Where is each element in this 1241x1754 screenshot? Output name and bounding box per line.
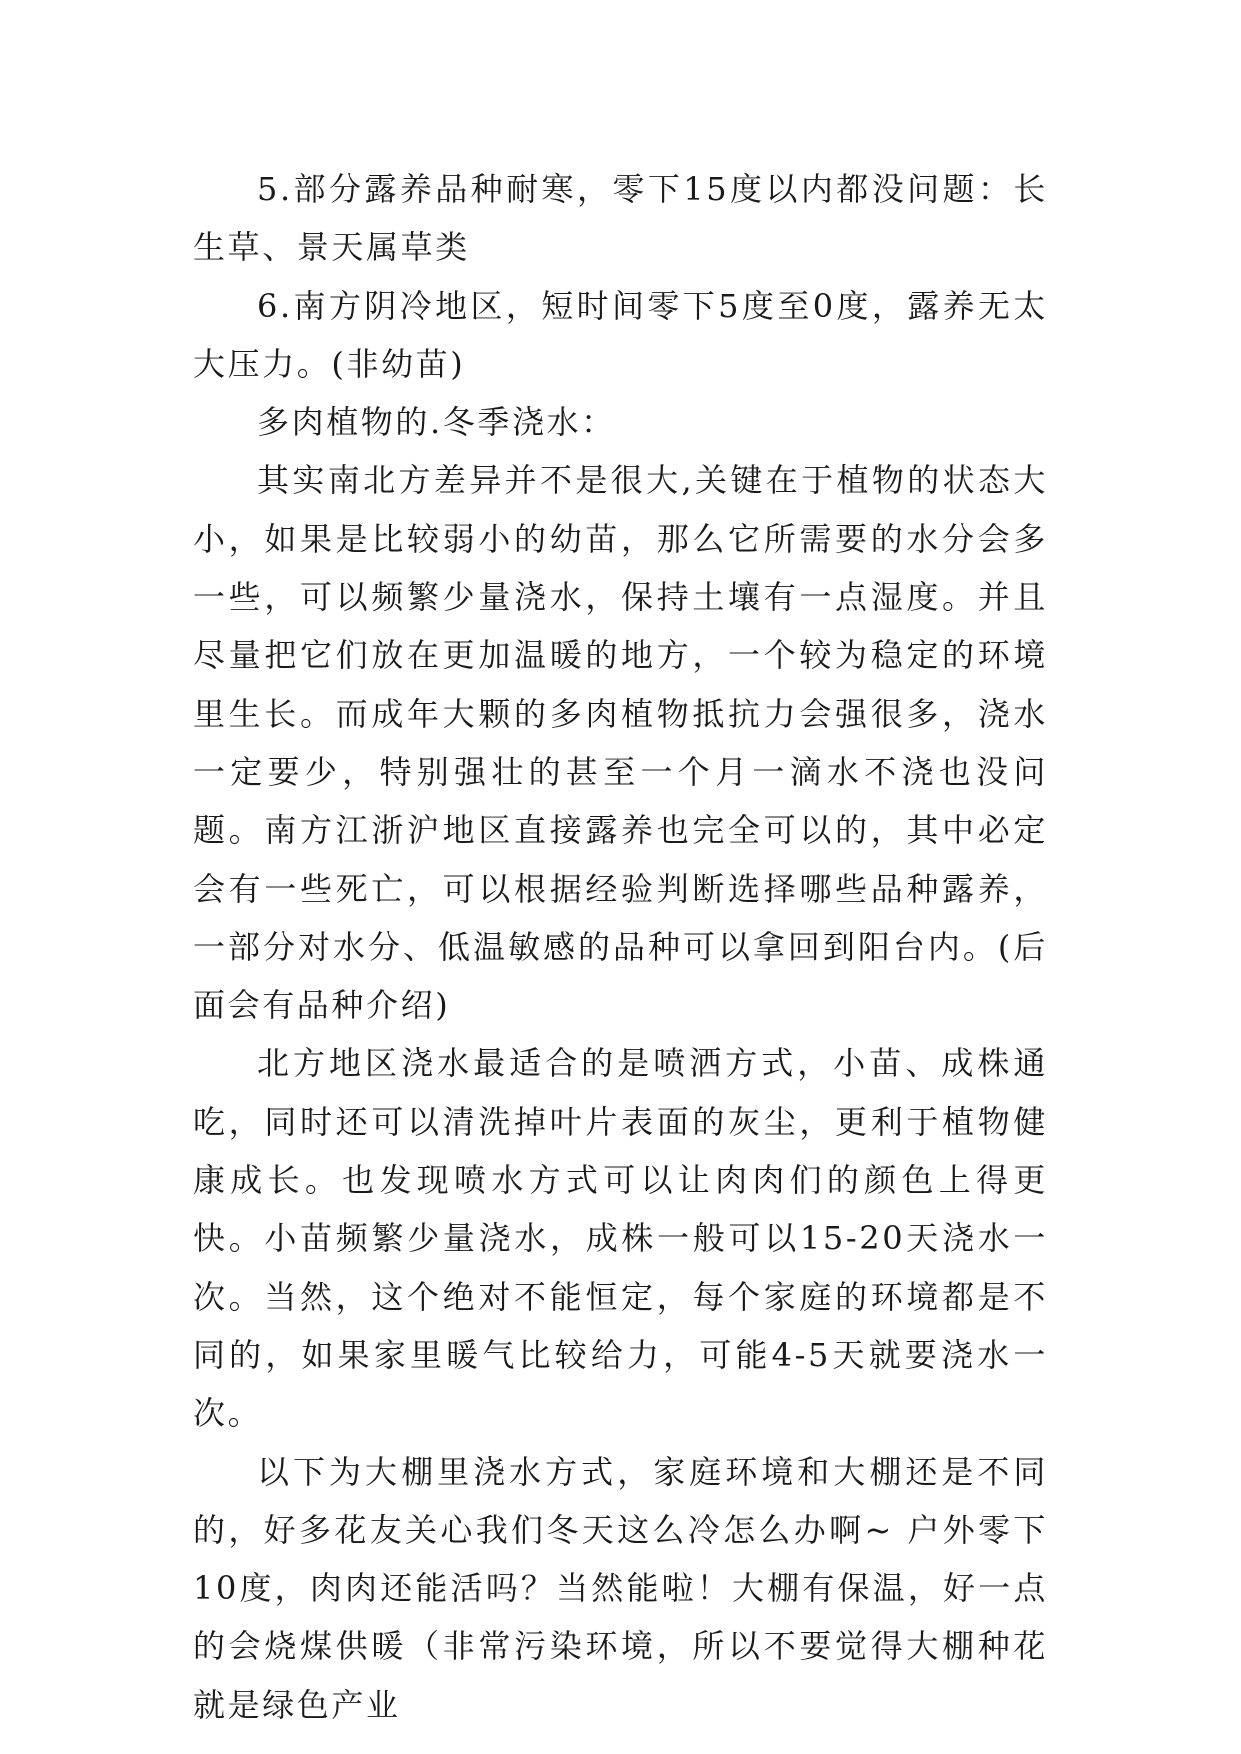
paragraph-south-cold-regions: 6.南方阴冷地区，短时间零下5度至0度，露养无太大压力。(非幼苗)	[193, 286, 1048, 383]
paragraph-north-spray-watering: 北方地区浇水最适合的是喷洒方式，小苗、成株通吃，同时还可以清洗掉叶片表面的灰尘，更利于植物健康成长。也发现喷水方式可以让肉肉们的颜色上得更快。小苗频繁少量浇水，成株一般可以15-20天浇水一次。当然，这个绝对不能恒定，每个家庭的环境都是不同的，如果家里暖气比较给力，可能4-5天就要浇水一次。	[193, 1044, 1048, 1433]
paragraph-cold-hardy-varieties: 5.部分露养品种耐寒，零下15度以内都没问题：长生草、景天属草类	[193, 170, 1048, 267]
document-body	[193, 160, 1048, 1734]
paragraph-north-south-differences: 其实南北方差异并不是很大,关键在于植物的状态大小，如果是比较弱小的幼苗，那么它所需要的水分会多一些，可以频繁少量浇水，保持土壤有一点湿度。并且尽量把它们放在更加温暖的地方，一个较为稳定的环境里生长。而成年大颗的多肉植物抵抗力会强很多，浇水一定要少，特别强壮的甚至一个月一滴水不浇也没问题。南方江浙沪地区直接露养也完全可以的，其中必定会有一些死亡，可以根据经验判断选择哪些品种露养，一部分对水分、低温敏感的品种可以拿回到阳台内。(后面会有品种介绍)	[193, 461, 1048, 1025]
paragraph-greenhouse-watering: 以下为大棚里浇水方式，家庭环境和大棚还是不同的，好多花友关心我们冬天这么冷怎么办啊~ 户外零下10度，肉肉还能活吗？当然能啦！大棚有保温，好一点的会烧煤供暖（非常污染环境，所以不要觉得大棚种花就是绿色产业	[193, 1452, 1048, 1724]
section-heading-winter-watering: 多肉植物的.冬季浇水：	[257, 403, 616, 442]
